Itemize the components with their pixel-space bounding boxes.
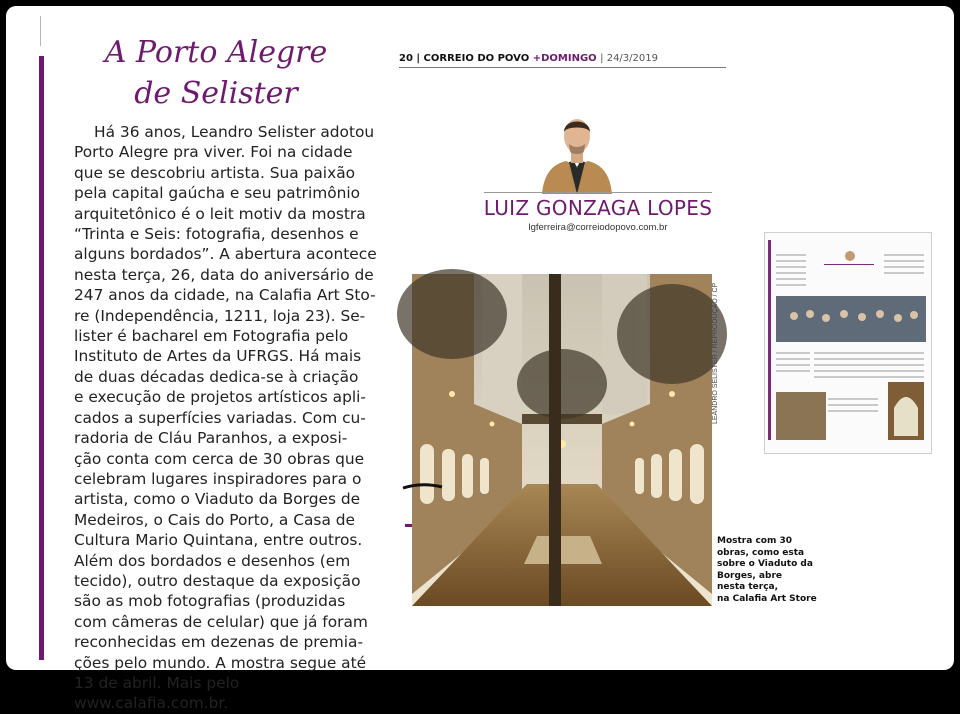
article-line: reconhecidas em dezenas de premia- (74, 633, 364, 652)
caption-line: nesta terça, (717, 582, 779, 593)
article-line: ções pelo mundo. A mostra segue até (74, 653, 367, 672)
article-line: e execução de projetos artísticos apli- (74, 388, 366, 407)
article-line: ção conta com cerca de 30 obras que (74, 449, 365, 468)
page-number: 20 (399, 53, 413, 64)
columnist-photo (536, 106, 618, 194)
article-line: com câmeras de celular) que já foram (74, 612, 368, 631)
article-line: que se descobriu artista. Sua paixão (74, 163, 356, 182)
article-line: tecido), outro destaque da exposição (74, 571, 361, 590)
caption-line: Mostra com 30 (717, 536, 792, 546)
article-line: 13 de abril. Mais pelo (74, 673, 240, 692)
article-line: “Trinta e Seis: fotografia, desenhos e (74, 225, 359, 244)
purple-accent-bar (39, 56, 44, 660)
article-line: de duas décadas dedica-se à criação (74, 367, 359, 386)
newspaper-name: CORREIO DO POVO (423, 53, 530, 64)
top-divider (40, 16, 41, 46)
title-line: A Porto Alegre (104, 35, 328, 70)
header-separator: | (600, 53, 607, 64)
article-line: Há 36 anos, Leandro Selister adotou (94, 123, 375, 141)
article-line: Cultura Mario Quintana, entre outros. (74, 531, 363, 550)
caption-line: na Calafia Art Store (717, 593, 817, 604)
page-header (399, 53, 726, 68)
article-line: cados a superfícies variadas. Com cu- (74, 408, 366, 427)
article-line: são as mob fotografias (produzidas (74, 592, 346, 611)
article-line: 247 anos da cidade, na Calafia Art Sto- (74, 286, 376, 305)
article-line: re (Independência, 1211, loja 23). Se- (74, 306, 366, 325)
margin-mark (405, 524, 412, 527)
caption-line: sobre o Viaduto da (717, 559, 813, 570)
article-line: radoria de Cláu Paranhos, a exposi- (74, 429, 348, 448)
newspaper-page (6, 6, 954, 713)
header-separator: | (416, 53, 424, 64)
article-line: nesta terça, 26, data do aniversário de (74, 265, 374, 284)
columnist-name: LUIZ GONZAGA LOPES (483, 196, 713, 220)
title-line: de Selister (134, 76, 298, 111)
margin-mark (402, 482, 444, 490)
column-divider (484, 192, 712, 193)
viaduto-photo (412, 274, 712, 606)
article-line: pela capital gaúcha e seu patrimônio (74, 184, 361, 203)
article-line: Porto Alegre pra viver. Foi na cidade (74, 143, 353, 162)
article-line: Medeiros, o Cais do Porto, a Casa de (74, 510, 356, 529)
newspaper-page-thumbnail (764, 232, 932, 454)
article-line: lister é bacharel em Fotografia pelo (74, 327, 349, 346)
columnist-email: lgferreira@correiodopovo.com.br (528, 222, 668, 233)
caption-line: Borges, abre (717, 570, 782, 581)
caption-line: obras, como esta (717, 547, 805, 558)
article-line: artista, como o Viaduto da Borges de (74, 490, 361, 509)
photo-caption (717, 536, 817, 606)
article-line: arquitetônico é o leit motiv da mostra (74, 204, 366, 223)
photo-credit: LEANDRO SELISTER / REPRODUÇÃO / CP (712, 282, 719, 424)
section-name: +DOMINGO (532, 53, 597, 64)
article-line: Instituto de Artes da UFRGS. Há mais (74, 347, 362, 366)
article-line: alguns bordados”. A abertura acontece (74, 245, 377, 264)
article-title (86, 32, 346, 114)
article-line: www.calafia.com.br. (74, 694, 229, 713)
article-line: Além dos bordados e desenhos (em (74, 551, 351, 570)
publication-date: 24/3/2019 (606, 53, 658, 64)
article-line: celebram lugares inspiradores para o (74, 469, 362, 488)
article-body (74, 122, 377, 714)
